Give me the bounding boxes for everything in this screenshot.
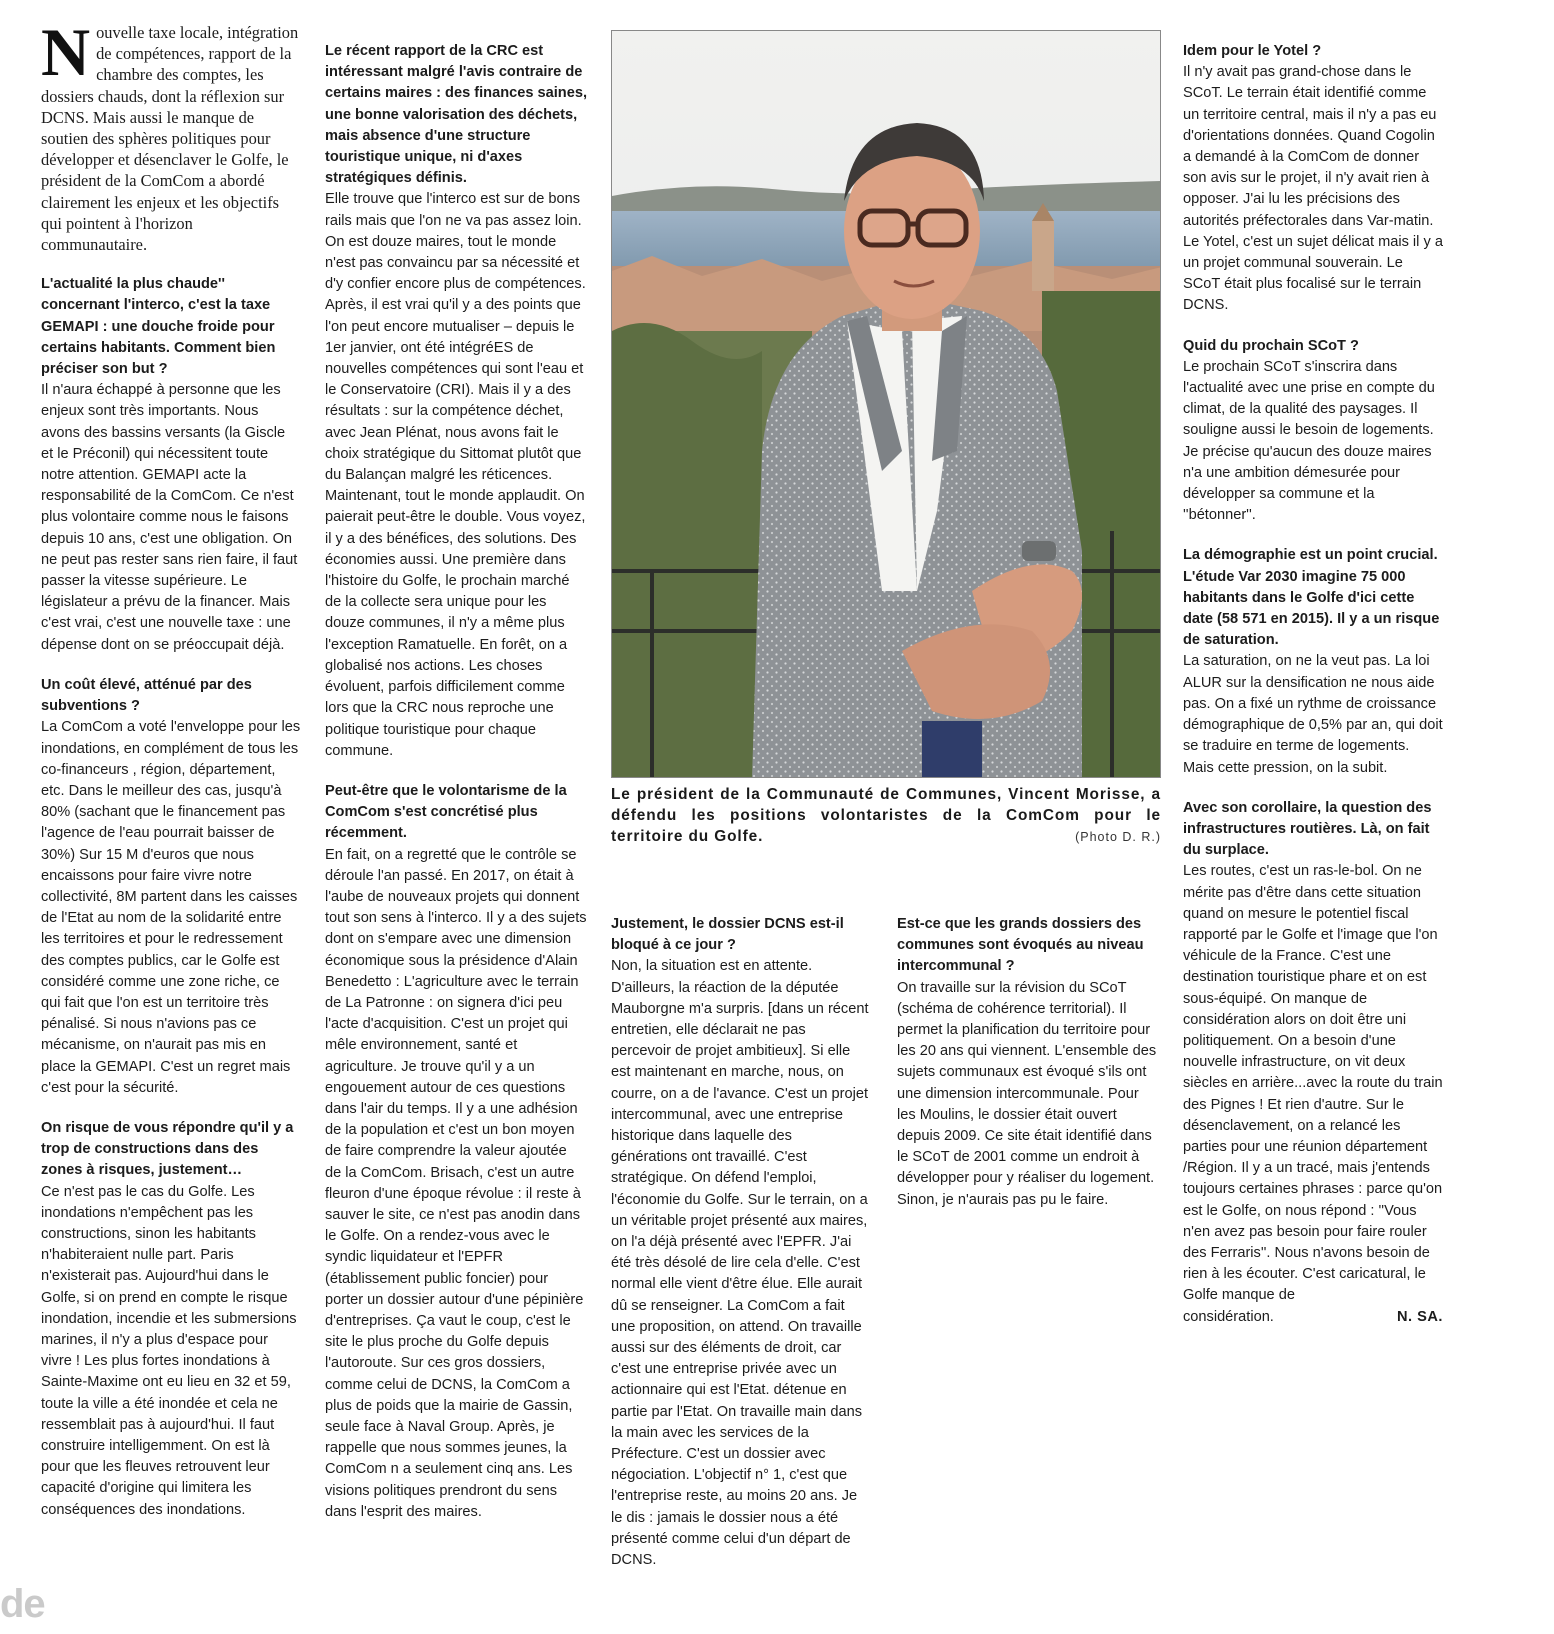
intro-text: ouvelle taxe locale, intégration de compétences, rapport de la chambre des comptes, les dossiers chauds, dont la réflexion sur DCNS. Mais aussi le manque de soutien des sphères politiques pour développer et désenclaver le Golfe, le président de la ComCom a abordé clairement les enjeux et les objectifs qui pointent à l'horizon communautaire. bbox=[41, 23, 299, 255]
author-signature: N. SA. bbox=[1397, 1308, 1443, 1325]
column-3 bbox=[611, 895, 869, 1625]
portrait-photo-image bbox=[612, 31, 1161, 778]
answer-9: Le prochain SCoT s'inscrira dans l'actualité avec une prise en compte du climat, de la qualité des paysages. Il souligne aussi le besoin de logements. Je précise qu'aucun des douze maires n'a une ambition démesurée pour développer sa commune et la ''bétonner''. bbox=[1183, 358, 1435, 524]
watermark: de bbox=[0, 1582, 45, 1626]
answer-8: Il n'y avait pas grand-chose dans le SCoT. Le terrain était identifié comme un territoire central, mais il n'y a pas eu d'orientations données. Quand Cogolin a demandé à la ComCom de donner son avis sur le projet, il n'y avait rien à opposer. J'ai lu les précisions des autorités préfectorales dans Var-matin. Le Yotel, c'est un sujet délicat mais il y a un projet communal souverain. Le SCoT était plus focalisé sur le terrain DCNS. bbox=[1183, 64, 1443, 314]
photo-caption: Le président de la Communauté de Communes, Vincent Morisse, a défendu les positions volontaristes de la ComCom pour le territoire du Golfe. bbox=[611, 786, 1161, 845]
question-5: Peut-être que le volontarisme de la ComCom s'est concrétisé plus récemment. bbox=[325, 782, 567, 842]
question-6: Justement, le dossier DCNS est-il bloqué à ce jour ? bbox=[611, 916, 844, 954]
answer-3: Ce n'est pas le cas du Golfe. Les inondations n'empêchent pas les constructions, sinon les habitants n'habiteraient nulle part. Paris n'existerait pas. Aujourd'hui dans le Golfe, si on prend en compte le risque inondation, incendie et les submersions marines, il n'y a plus d'espace pour vivre ! Les plus fortes inondations à Sainte-Maxime ont eu lieu en 32 et 59, toute la ville a été inondée et cela ne ressemblait pas à aujourd'hui. Il faut construire intelligemment. On est là pour que les fleuves retrouvent leur capacité d'origine qui limitera les conséquences des inondations. bbox=[41, 1183, 297, 1518]
question-1: L'actualité la plus chaude'' concernant l'interco, c'est la taxe GEMAPI : une douche froide pour certains habitants. Comment bien préciser son but ? bbox=[41, 276, 276, 378]
column-5 bbox=[1183, 22, 1443, 1622]
answer-2: La ComCom a voté l'enveloppe pour les inondations, en complément de tous les co-financeurs , région, département, etc. Dans le meilleur des cas, jusqu'à 80% (sachant que le financement pas l'agence de l'eau pourrait baisser de 30%) Sur 15 M d'euros que nous encaissons pour faire vivre notre collectivité, 8M partent dans les caisses de l'Etat au nom de la solidarité entre les territoires et pour le redressement des comptes publics, car le Golfe est considéré comme une zone riche, ce qui fait que l'on est un territoire très pénalisé. Si nous n'avions pas ce mécanisme, on n'aurait pas mis en place la GEMAPI. C'est un regret mais c'est pour la sécurité. bbox=[41, 719, 301, 1096]
question-8: Idem pour le Yotel ? bbox=[1183, 43, 1322, 59]
answer-5: En fait, on a regretté que le contrôle se déroule l'an passé. En 2017, on était à l'aube de nouveaux projets qui donnent tout son sens à l'interco. Il y a des sujets dont on s'empare avec une dimension économique sous la présidence d'Alain Benedetto : L'agriculture avec le terrain de La Patronne : on signera d'ici peu l'acte d'acquisition. C'est un projet qui mêle environnement, santé et agriculture. Je trouve qu'il y a un engouement autour de ces questions dans l'air du temps. Il y a une adhésion de la population et c'est un bon moyen de faire comprendre la valeur ajoutée de la ComCom. Brisach, c'est un autre fleuron d'une époque révolue : il reste à sauver le site, ce n'est pas anodin dans le Golfe. On a rendez-vous avec le syndic liquidateur et l'EPFR (établissement public foncier) pour porter un dossier autour d'une pépinière d'entreprises. Ça vaut le coup, c'est le site le plus proche du Golfe depuis l'autoroute. Sur ces gros dossiers, comme celui de DCNS, la ComCom a plus de poids que la mairie de Gassin, seule face à Naval Group. Après, je rappelle que nous sommes jeunes, la ComCom n a seulement cinq ans. Les visions politiques prendront du sens dans l'esprit des maires. bbox=[325, 846, 587, 1520]
column-1 bbox=[41, 22, 301, 1622]
article-intro bbox=[41, 22, 301, 255]
question-7: Est-ce que les grands dossiers des communes sont évoqués au niveau intercommunal ? bbox=[897, 916, 1144, 975]
answer-1: Il n'aura échappé à personne que les enjeux sont très importants. Nous avons des bassins versants (la Giscle et le Préconil) qui nécessitent toute notre attention. GEMAPI acte la responsabilité de la ComCom. Ce n'est plus volontaire comme nous le faisons depuis 10 ans, c'est une obligation. On ne peut pas rester sans rien faire, il faut passer la vitesse supérieure. Le législateur a prévu de la financer. Mais c'est vrai, c'est une nouvelle taxe : une dépense dont on se préoccupait déjà. bbox=[41, 382, 298, 653]
drop-cap: N bbox=[41, 22, 91, 90]
answer-11: Les routes, c'est un ras-le-bol. On ne mérite pas d'être dans cette situation quand on mesure le potentiel fiscal rapporté par le Golfe et l'image que l'on véhicule de la France. C'est une destination touristique phare et on est sous-équipé. On manque de considération alors on doit être uni politiquement. On a besoin d'une nouvelle infrastructure, on vit deux siècles en arrière...avec la route du train des Pignes ! Et rien d'autre. Sur le désenclavement, on a relancé les parties pour une réunion département /Région. Il y a un tracé, mais j'entends toujours certaines phrases : parce qu'on est le Golfe, on nous répond : ''Vous n'en avez pas besoin pour faire rouler des Ferraris''. Nous n'avons besoin de rien à les écouter. C'est caricatural, le Golfe manque de bbox=[1183, 863, 1443, 1304]
column-2 bbox=[325, 22, 587, 1622]
signature-line bbox=[1183, 1307, 1443, 1328]
answer-6: Non, la situation est en attente. D'ailleurs, la réaction de la députée Mauborgne m'a surpris. [dans un récent entretien, elle déclarait ne pas percevoir de projet ambitieux]. Si elle est maintenant en marche, nous, on courre, on a de l'avance. C'est un projet intercommunal, avec une entreprise historique dans laquelle des générations ont travaillé. C'est stratégique. On défend l'emploi, l'économie du Golfe. Sur le terrain, on a un véritable projet présenté aux maires, on l'a déjà présenté avec l'EPFR. J'ai été très désolé de lire cela d'elle. C'est normal elle vient d'être élue. Elle aurait dû se renseigner. La ComCom a fait une proposition, on attend. On travaille aussi sur des éléments de droit, car c'est une entreprise privée avec un actionnaire qui est l'Etat. détenue en partie par l'Etat. On travaille main dans la main avec les services de la Préfecture. C'est un dossier avec négociation. L'objectif n° 1, c'est que l'entreprise reste, au moins 20 ans. Je le dis : jamais le dossier nous a été présenté comme celui d'un départ de DCNS. bbox=[611, 958, 869, 1569]
question-4: Le récent rapport de la CRC est intéressant malgré l'avis contraire de certains maires : des finances saines, une bonne valorisation des déchets, mais absence d'une structure touristique unique, ni d'axes stratégiques définis. bbox=[325, 43, 587, 187]
question-9: Quid du prochain SCoT ? bbox=[1183, 337, 1359, 354]
answer-11-end: considération. bbox=[1183, 1308, 1274, 1325]
column-4 bbox=[897, 895, 1159, 1625]
question-11: Avec son corollaire, la question des infrastructures routières. Là, on fait du surplace. bbox=[1183, 799, 1432, 859]
photo-credit: (Photo D. R.) bbox=[1075, 830, 1161, 844]
question-2: Un coût élevé, atténué par des subventions ? bbox=[41, 676, 252, 715]
answer-7: On travaille sur la révision du SCoT (schéma de cohérence territorial). Il permet la planification du territoire pour les 20 ans qui viennent. L'ensemble des sujets communaux est évoqué s'ils ont une dimension intercommunale. Pour les Moulins, le dossier était ouvert depuis 2009. Ce site était identifié dans le SCoT de 2001 comme un endroit à développer pour y réaliser du logement. Sinon, je n'aurais pas pu le faire. bbox=[897, 979, 1157, 1208]
question-3: On risque de vous répondre qu'il y a trop de constructions dans des zones à risques, justement… bbox=[41, 1119, 294, 1179]
answer-4: Elle trouve que l'interco est sur de bons rails mais que l'on ne va pas assez loin. On est douze maires, tout le monde n'est pas convaincu par sa nécessité et d'y confier encore plus de compétences. Après, il est vrai qu'il y a des points que l'on peut encore mutualiser – depuis le 1er janvier, ont été intégréES de nouvelles compétences qui sont l'eau et le Conservatoire (CRI). Mais il y a des résultats : sur la compétence déchet, avec Jean Plénat, nous avons fait le choix stratégique du Sittomat plutôt que du Balançan malgré les réticences. Maintenant, tout le monde applaudit. On paierait peut-être le double. Vous voyez, il y a des bénéfices, des solutions. Des économies aussi. Une première dans l'histoire du Golfe, le prochain marché de la collecte sera unique pour les douze communes, il n'y a même plus l'exception Ramatuelle. En forêt, on a globalisé nos actions. Les choses évoluent, parfois difficilement comme lors que la CRC nous reproche une politique touristique pour chaque commune. bbox=[325, 191, 586, 759]
portrait-photo bbox=[611, 30, 1161, 778]
answer-10: La saturation, on ne la veut pas. La loi ALUR sur la densification ne nous aide pas. On a fixé un rythme de croissance démographique de 0,5% par an, qui doit se traduire en terme de logements. Mais cette pression, on la subit. bbox=[1183, 653, 1443, 776]
question-10: La démographie est un point crucial. L'étude Var 2030 imagine 75 000 habitants dans le Golfe d'ici cette date (58 571 en 2015). Il y a un risque de saturation. bbox=[1183, 547, 1440, 649]
